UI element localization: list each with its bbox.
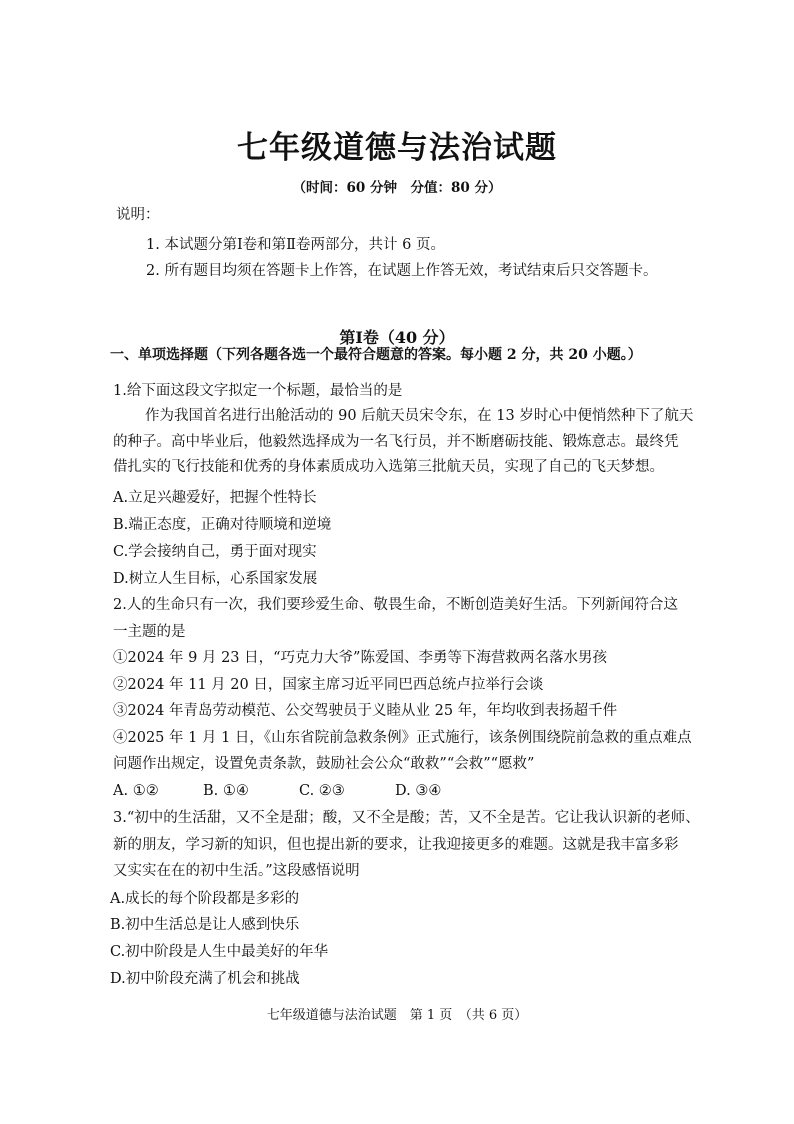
answer-option: C.学会接纳自己，勇于面对现实 bbox=[113, 544, 317, 560]
instruction-item: 1. 本试题分第Ⅰ卷和第Ⅱ卷两部分，共计 6 页。 bbox=[146, 237, 445, 253]
page-footer: 七年级道德与法治试题 第 1 页 （共 6 页） bbox=[266, 1008, 528, 1023]
answer-option: D.树立人生目标，心系国家发展 bbox=[113, 571, 318, 587]
answer-option: A. ①② bbox=[113, 783, 159, 799]
news-item: ②2024 年 11 月 20 日，国家主席习近平同巴西总统卢拉举行会谈 bbox=[113, 677, 544, 693]
exam-meta: （时间：60 分钟 分值：80 分） bbox=[292, 180, 502, 196]
question-stem: 一主题的是 bbox=[113, 624, 186, 640]
question-passage-line: 的种子。高中毕业后，他毅然选择成为一名飞行员，并不断磨砺技能、锻炼意志。最终凭 bbox=[113, 434, 679, 450]
question-passage-line: 作为我国首名进行出舱活动的 90 后航天员宋令东，在 13 岁时心中便悄然种下了航天 bbox=[145, 408, 694, 424]
question-stem: 1.给下面这段文字拟定一个标题，最恰当的是 bbox=[113, 383, 403, 399]
news-item: ③2024 年青岛劳动模范、公交驾驶员于义睦从业 25 年，年均收到表扬超千件 bbox=[113, 703, 618, 719]
question-stem: 2.人的生命只有一次，我们要珍爱生命、敬畏生命，不断创造美好生活。下列新闻符合这 bbox=[113, 597, 678, 613]
answer-options-row bbox=[113, 782, 441, 800]
answer-option: C.初中阶段是人生中最美好的年华 bbox=[110, 944, 329, 960]
answer-option: C. ②③ bbox=[299, 783, 345, 799]
answer-option: B.初中生活总是让人感到快乐 bbox=[110, 917, 300, 933]
answer-option: D.初中阶段充满了机会和挑战 bbox=[110, 971, 300, 987]
news-item: 问题作出规定，设置免责条款，鼓励社会公众“敢救”“会救”“愿救” bbox=[113, 756, 535, 772]
instruction-item: 2. 所有题目均须在答题卡上作答，在试题上作答无效，考试结束后只交答题卡。 bbox=[146, 263, 658, 279]
answer-option: B. ①④ bbox=[203, 783, 249, 799]
instructions-label: 说明： bbox=[116, 207, 160, 223]
question-stem: 又实实在在的初中生活。”这段感悟说明 bbox=[113, 863, 360, 879]
section-title: 第Ⅰ卷（40 分） bbox=[339, 328, 455, 347]
page-title: 七年级道德与法治试题 bbox=[237, 130, 557, 166]
answer-option: D. ③④ bbox=[395, 783, 442, 799]
news-item: ①2024 年 9 月 23 日，“巧克力大爷”陈爱国、李勇等下海营救两名落水男孩 bbox=[113, 650, 607, 666]
question-stem: 新的朋友，学习新的知识，但也提出新的要求，让我迎接更多的难题。这就是我丰富多彩 bbox=[113, 837, 679, 853]
news-item: ④2025 年 1 月 1 日，《山东省院前急救条例》正式施行，该条例围绕院前急救的重点难点 bbox=[113, 730, 692, 746]
question-passage-line: 借扎实的飞行技能和优秀的身体素质成功入选第三批航天员，实现了自己的飞天梦想。 bbox=[113, 459, 664, 475]
question-stem: 3.“初中的生活甜，又不全是甜；酸，又不全是酸；苦，又不全是苦。它让我认识新的老师、 bbox=[113, 810, 700, 826]
answer-option: B.端正态度，正确对待顺境和逆境 bbox=[113, 517, 332, 533]
section-subtitle: 一、单项选择题（下列各题各选一个最符合题意的答案。每小题 2 分，共 20 小题。） bbox=[110, 347, 642, 363]
answer-option: A.立足兴趣爱好，把握个性特长 bbox=[113, 490, 317, 506]
answer-option: A.成长的每个阶段都是多彩的 bbox=[110, 891, 300, 907]
